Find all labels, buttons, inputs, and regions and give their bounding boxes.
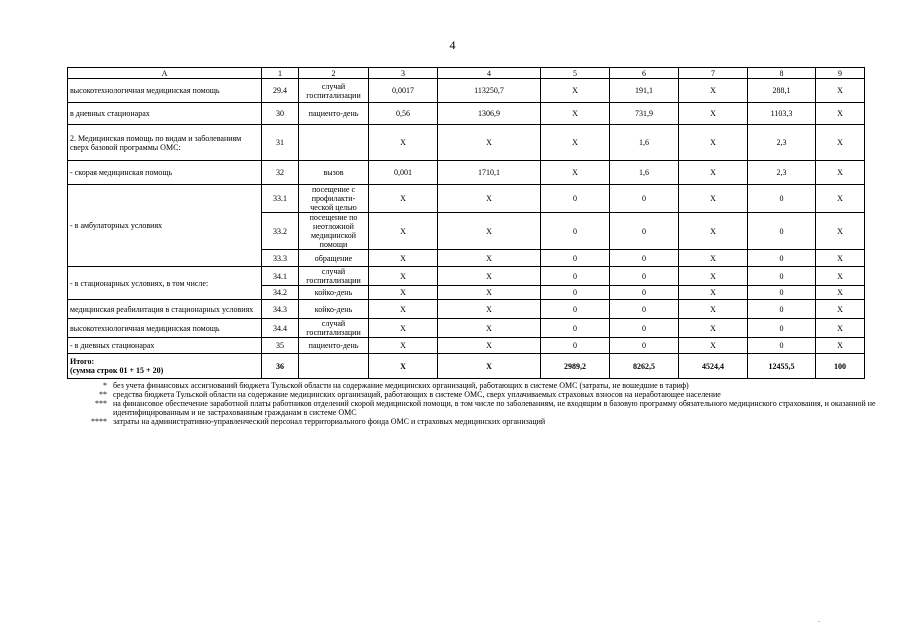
value-cell: 0 bbox=[541, 185, 610, 213]
value-cell: 0 bbox=[610, 185, 679, 213]
unit-cell: пациенто-день bbox=[299, 338, 369, 354]
row-label: медицинская реабилитация в стационарных условиях bbox=[68, 300, 262, 319]
footnotes bbox=[86, 381, 876, 426]
value-cell: X bbox=[679, 79, 748, 103]
row-label: высокотехнологичная медицинская помощь bbox=[68, 79, 262, 103]
value-cell: X bbox=[816, 79, 865, 103]
table-row bbox=[68, 103, 865, 125]
value-cell: 0 bbox=[610, 213, 679, 250]
value-cell: 0 bbox=[541, 267, 610, 286]
row-number: 34.2 bbox=[262, 286, 299, 300]
value-cell: X bbox=[816, 161, 865, 185]
value-cell: X bbox=[541, 79, 610, 103]
unit-cell: случай госпитализации bbox=[299, 79, 369, 103]
table-header-row bbox=[68, 68, 865, 79]
value-cell: 0 bbox=[748, 250, 816, 267]
value-cell: X bbox=[816, 338, 865, 354]
footnote bbox=[86, 417, 876, 426]
row-number: 29.4 bbox=[262, 79, 299, 103]
footnote-mark: *** bbox=[95, 399, 107, 408]
value-cell: 0 bbox=[610, 250, 679, 267]
row-label: - в амбулаторных условиях bbox=[68, 185, 262, 267]
value-cell: X bbox=[816, 319, 865, 338]
row-number: 32 bbox=[262, 161, 299, 185]
header-cell: 9 bbox=[816, 68, 865, 79]
value-cell: X bbox=[679, 338, 748, 354]
total-label bbox=[68, 354, 262, 379]
value-cell: 1710,1 bbox=[438, 161, 541, 185]
table-row bbox=[68, 79, 865, 103]
value-cell: 0 bbox=[748, 267, 816, 286]
value-cell: X bbox=[369, 338, 438, 354]
unit-cell: койко-день bbox=[299, 286, 369, 300]
value-cell: 1,6 bbox=[610, 161, 679, 185]
table-row bbox=[68, 161, 865, 185]
value-cell: 1,6 bbox=[610, 125, 679, 161]
value-cell: 0 bbox=[610, 300, 679, 319]
header-cell: 4 bbox=[438, 68, 541, 79]
value-cell: X bbox=[816, 300, 865, 319]
value-cell: X bbox=[816, 213, 865, 250]
value-cell: 0 bbox=[748, 213, 816, 250]
footnote-text: на финансовое обеспечение заработной платы работников отделений скорой медицинской помощи, в том числе по заболеваниям, не входящим в базовую программу обязательного медицинского страхования, и оказанной не идентифицированным и не застрахованным гражданам в системе ОМС bbox=[113, 399, 876, 417]
table-row bbox=[68, 267, 865, 286]
value-cell: X bbox=[369, 213, 438, 250]
unit-cell: случай госпитализации bbox=[299, 267, 369, 286]
value-cell: 0 bbox=[610, 338, 679, 354]
header-cell: 5 bbox=[541, 68, 610, 79]
value-cell: X bbox=[816, 250, 865, 267]
footnote-mark: ** bbox=[99, 390, 107, 399]
value-cell: 8262,5 bbox=[610, 354, 679, 379]
row-number: 33.1 bbox=[262, 185, 299, 213]
value-cell: 1103,3 bbox=[748, 103, 816, 125]
header-cell: 8 bbox=[748, 68, 816, 79]
row-label: высокотехнологичная медицинская помощь bbox=[68, 319, 262, 338]
value-cell: X bbox=[369, 185, 438, 213]
row-number: 34.1 bbox=[262, 267, 299, 286]
unit-cell: обращение bbox=[299, 250, 369, 267]
header-cell: 6 bbox=[610, 68, 679, 79]
value-cell: X bbox=[679, 250, 748, 267]
value-cell: X bbox=[541, 125, 610, 161]
value-cell: X bbox=[541, 103, 610, 125]
value-cell: X bbox=[679, 185, 748, 213]
value-cell: X bbox=[438, 319, 541, 338]
total-label-line: (сумма строк 01 + 15 + 20) bbox=[70, 366, 164, 375]
value-cell: 4524,4 bbox=[679, 354, 748, 379]
value-cell: X bbox=[679, 103, 748, 125]
row-number: 34.3 bbox=[262, 300, 299, 319]
value-cell: X bbox=[369, 286, 438, 300]
value-cell: X bbox=[369, 319, 438, 338]
table-row bbox=[68, 185, 865, 213]
value-cell: X bbox=[438, 267, 541, 286]
table-row bbox=[68, 125, 865, 161]
value-cell: X bbox=[438, 213, 541, 250]
footnote bbox=[86, 399, 876, 417]
value-cell: X bbox=[679, 125, 748, 161]
row-number: 30 bbox=[262, 103, 299, 125]
value-cell: X bbox=[438, 185, 541, 213]
value-cell: 0,56 bbox=[369, 103, 438, 125]
footnote-text: без учета финансовых ассигнований бюджета Тульской области на содержание медицинских организаций, работающих в системе ОМС (затраты, не вошедшие в тариф) bbox=[113, 381, 689, 390]
row-number: 33.3 bbox=[262, 250, 299, 267]
value-cell: X bbox=[369, 267, 438, 286]
value-cell: 0 bbox=[541, 286, 610, 300]
row-number: 34.4 bbox=[262, 319, 299, 338]
value-cell: X bbox=[679, 213, 748, 250]
value-cell: X bbox=[369, 125, 438, 161]
value-cell: X bbox=[816, 125, 865, 161]
value-cell: X bbox=[816, 185, 865, 213]
footnote bbox=[86, 390, 876, 399]
value-cell: X bbox=[679, 286, 748, 300]
value-cell: X bbox=[816, 267, 865, 286]
value-cell: 0,001 bbox=[369, 161, 438, 185]
unit-cell: койко-день bbox=[299, 300, 369, 319]
footnote-text: затраты на административно-управленческий персонал территориального фонда ОМС и страховых медицинских организаций bbox=[113, 417, 546, 426]
value-cell: X bbox=[679, 319, 748, 338]
row-number: 31 bbox=[262, 125, 299, 161]
table-row bbox=[68, 338, 865, 354]
row-label: в дневных стационарах bbox=[68, 103, 262, 125]
unit-cell bbox=[299, 125, 369, 161]
value-cell: X bbox=[369, 300, 438, 319]
header-cell: 7 bbox=[679, 68, 748, 79]
value-cell: 288,1 bbox=[748, 79, 816, 103]
footnote-mark: * bbox=[103, 381, 107, 390]
value-cell: 100 bbox=[816, 354, 865, 379]
value-cell: X bbox=[541, 161, 610, 185]
row-label: - в дневных стационарах bbox=[68, 338, 262, 354]
table-row bbox=[68, 319, 865, 338]
value-cell: 0 bbox=[748, 300, 816, 319]
value-cell: 0 bbox=[748, 319, 816, 338]
table-row bbox=[68, 300, 865, 319]
value-cell: X bbox=[679, 161, 748, 185]
page-number: 4 bbox=[449, 38, 456, 52]
value-cell: 2,3 bbox=[748, 125, 816, 161]
value-cell: 113250,7 bbox=[438, 79, 541, 103]
value-cell: 0 bbox=[610, 267, 679, 286]
value-cell: X bbox=[679, 267, 748, 286]
unit-cell: пациенто-день bbox=[299, 103, 369, 125]
footnote bbox=[86, 381, 876, 390]
value-cell: 1306,9 bbox=[438, 103, 541, 125]
value-cell: 12455,5 bbox=[748, 354, 816, 379]
total-row bbox=[68, 354, 865, 379]
value-cell: X bbox=[816, 103, 865, 125]
value-cell: 0 bbox=[748, 338, 816, 354]
unit-cell: случай госпитализации bbox=[299, 319, 369, 338]
footnote-mark: **** bbox=[91, 417, 107, 426]
value-cell: 0 bbox=[541, 300, 610, 319]
value-cell: 0 bbox=[541, 250, 610, 267]
value-cell: X bbox=[438, 286, 541, 300]
value-cell: 731,9 bbox=[610, 103, 679, 125]
value-cell: 0 bbox=[610, 319, 679, 338]
header-cell: 3 bbox=[369, 68, 438, 79]
value-cell: 0 bbox=[541, 319, 610, 338]
row-label: 2. Медицинская помощь по видам и заболеваниям сверх базовой программы ОМС: bbox=[68, 125, 262, 161]
value-cell: X bbox=[369, 250, 438, 267]
value-cell: X bbox=[438, 300, 541, 319]
row-number: 35 bbox=[262, 338, 299, 354]
value-cell: X bbox=[438, 354, 541, 379]
unit-cell: посещение по неотложной медицинской помощи bbox=[299, 213, 369, 250]
value-cell: X bbox=[816, 286, 865, 300]
value-cell: X bbox=[438, 125, 541, 161]
value-cell: X bbox=[679, 300, 748, 319]
value-cell: X bbox=[369, 354, 438, 379]
value-cell: 0 bbox=[610, 286, 679, 300]
row-label: - в стационарных условиях, в том числе: bbox=[68, 267, 262, 300]
footnote-text: средства бюджета Тульской области на содержание медицинских организаций, работающих в системе ОМС, сверх уплачиваемых страховых взносов на неработающее население bbox=[113, 390, 721, 399]
value-cell: 0 bbox=[748, 185, 816, 213]
data-table bbox=[67, 67, 865, 379]
scan-speck: . bbox=[818, 615, 820, 624]
total-label-line: Итого: bbox=[70, 357, 95, 366]
value-cell: X bbox=[438, 250, 541, 267]
value-cell: 191,1 bbox=[610, 79, 679, 103]
row-label: - скорая медицинская помощь bbox=[68, 161, 262, 185]
value-cell: 2,3 bbox=[748, 161, 816, 185]
unit-cell: посещение с профилакти-ческой целью bbox=[299, 185, 369, 213]
value-cell: 2989,2 bbox=[541, 354, 610, 379]
value-cell: 0 bbox=[541, 213, 610, 250]
value-cell: 0 bbox=[748, 286, 816, 300]
header-cell: 1 bbox=[262, 68, 299, 79]
value-cell: X bbox=[438, 338, 541, 354]
header-cell: A bbox=[68, 68, 262, 79]
value-cell: 0 bbox=[541, 338, 610, 354]
unit-cell: вызов bbox=[299, 161, 369, 185]
unit-cell bbox=[299, 354, 369, 379]
header-cell: 2 bbox=[299, 68, 369, 79]
row-number: 36 bbox=[262, 354, 299, 379]
value-cell: 0,0017 bbox=[369, 79, 438, 103]
row-number: 33.2 bbox=[262, 213, 299, 250]
